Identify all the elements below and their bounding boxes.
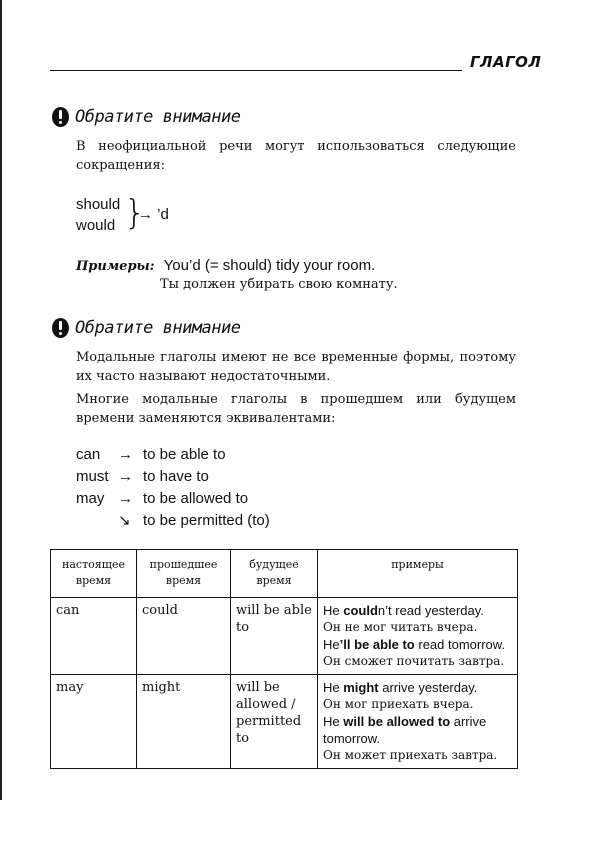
header-future: будущее время — [231, 550, 318, 598]
cell-present: can — [51, 598, 137, 675]
example-sentence: He couldn’t read yesterday. — [323, 603, 484, 618]
word-should: should — [76, 196, 121, 213]
exclamation-icon — [52, 107, 69, 127]
brace-icon: } — [124, 193, 146, 233]
example-line-1 — [76, 255, 375, 274]
note-text: В неофициальной речи могут использоваться следующие сокращения: — [76, 139, 516, 173]
exclamation-icon — [52, 318, 69, 338]
equivalent-may-alt: to be permitted (to) — [143, 512, 270, 529]
arrow-icon: → — [118, 446, 133, 463]
modal-verbs-table — [50, 549, 518, 769]
equivalent-must: to have to — [143, 468, 209, 485]
header-present: настоящее время — [51, 550, 137, 598]
table-row — [51, 675, 518, 769]
example-sentence: He will be allowed to arrive tomorrow. — [323, 714, 487, 746]
example-translation: Он может приехать завтра. — [323, 748, 498, 762]
arrow-icon: → — [118, 468, 133, 485]
header-rule — [50, 70, 462, 71]
equivalent-may: to be allowed to — [143, 490, 249, 507]
cell-past: could — [137, 598, 231, 675]
attention-title: Обратите внимание — [75, 318, 241, 338]
example-translation: Он мог приехать вчера. — [323, 697, 474, 711]
modal-may: may — [76, 490, 105, 507]
equivalent-can: to be able to — [143, 446, 226, 463]
page-edge-line — [0, 0, 2, 800]
diagonal-arrow-icon: ↘ — [118, 512, 131, 529]
modal-can: can — [76, 446, 101, 463]
attention-heading-1 — [52, 107, 241, 127]
example-label: Примеры: — [76, 259, 155, 274]
chapter-title: ГЛАГОЛ — [470, 53, 542, 71]
example-translation: Он не мог читать вчера. — [323, 620, 478, 634]
arrow-icon: → — [118, 490, 133, 507]
header-examples: примеры — [318, 550, 518, 598]
attention-title: Обратите внимание — [75, 107, 241, 127]
cell-present: may — [51, 675, 137, 769]
example-en: You’d (= should) tidy your room. — [163, 257, 376, 274]
attention-heading-2 — [52, 318, 241, 338]
cell-examples — [318, 675, 518, 769]
note-text-1: Модальные глаголы имеют не все временные формы, поэтому их часто называют недостаточными. — [76, 350, 516, 384]
example-sentence: He’ll be able to read tomorrow. — [323, 637, 506, 652]
note-text-2: Многие модальные глаголы в прошедшем или будущем времени заменяются эквивалентами: — [76, 392, 516, 426]
table-header-row — [51, 550, 518, 598]
cell-future: will be allowed / permitted to — [231, 675, 318, 769]
contraction-result: → ’d — [138, 206, 169, 223]
cell-examples — [318, 598, 518, 675]
word-would: would — [76, 217, 116, 234]
header-past: прошедшее время — [137, 550, 231, 598]
example-translation: Он сможет почитать завтра. — [323, 654, 505, 668]
example-sentence: He might arrive yesterday. — [323, 680, 478, 695]
example-ru: Ты должен убирать свою комнату. — [160, 277, 398, 292]
modal-must: must — [76, 468, 109, 485]
table-row — [51, 598, 518, 675]
cell-future: will be able to — [231, 598, 318, 675]
cell-past: might — [137, 675, 231, 769]
